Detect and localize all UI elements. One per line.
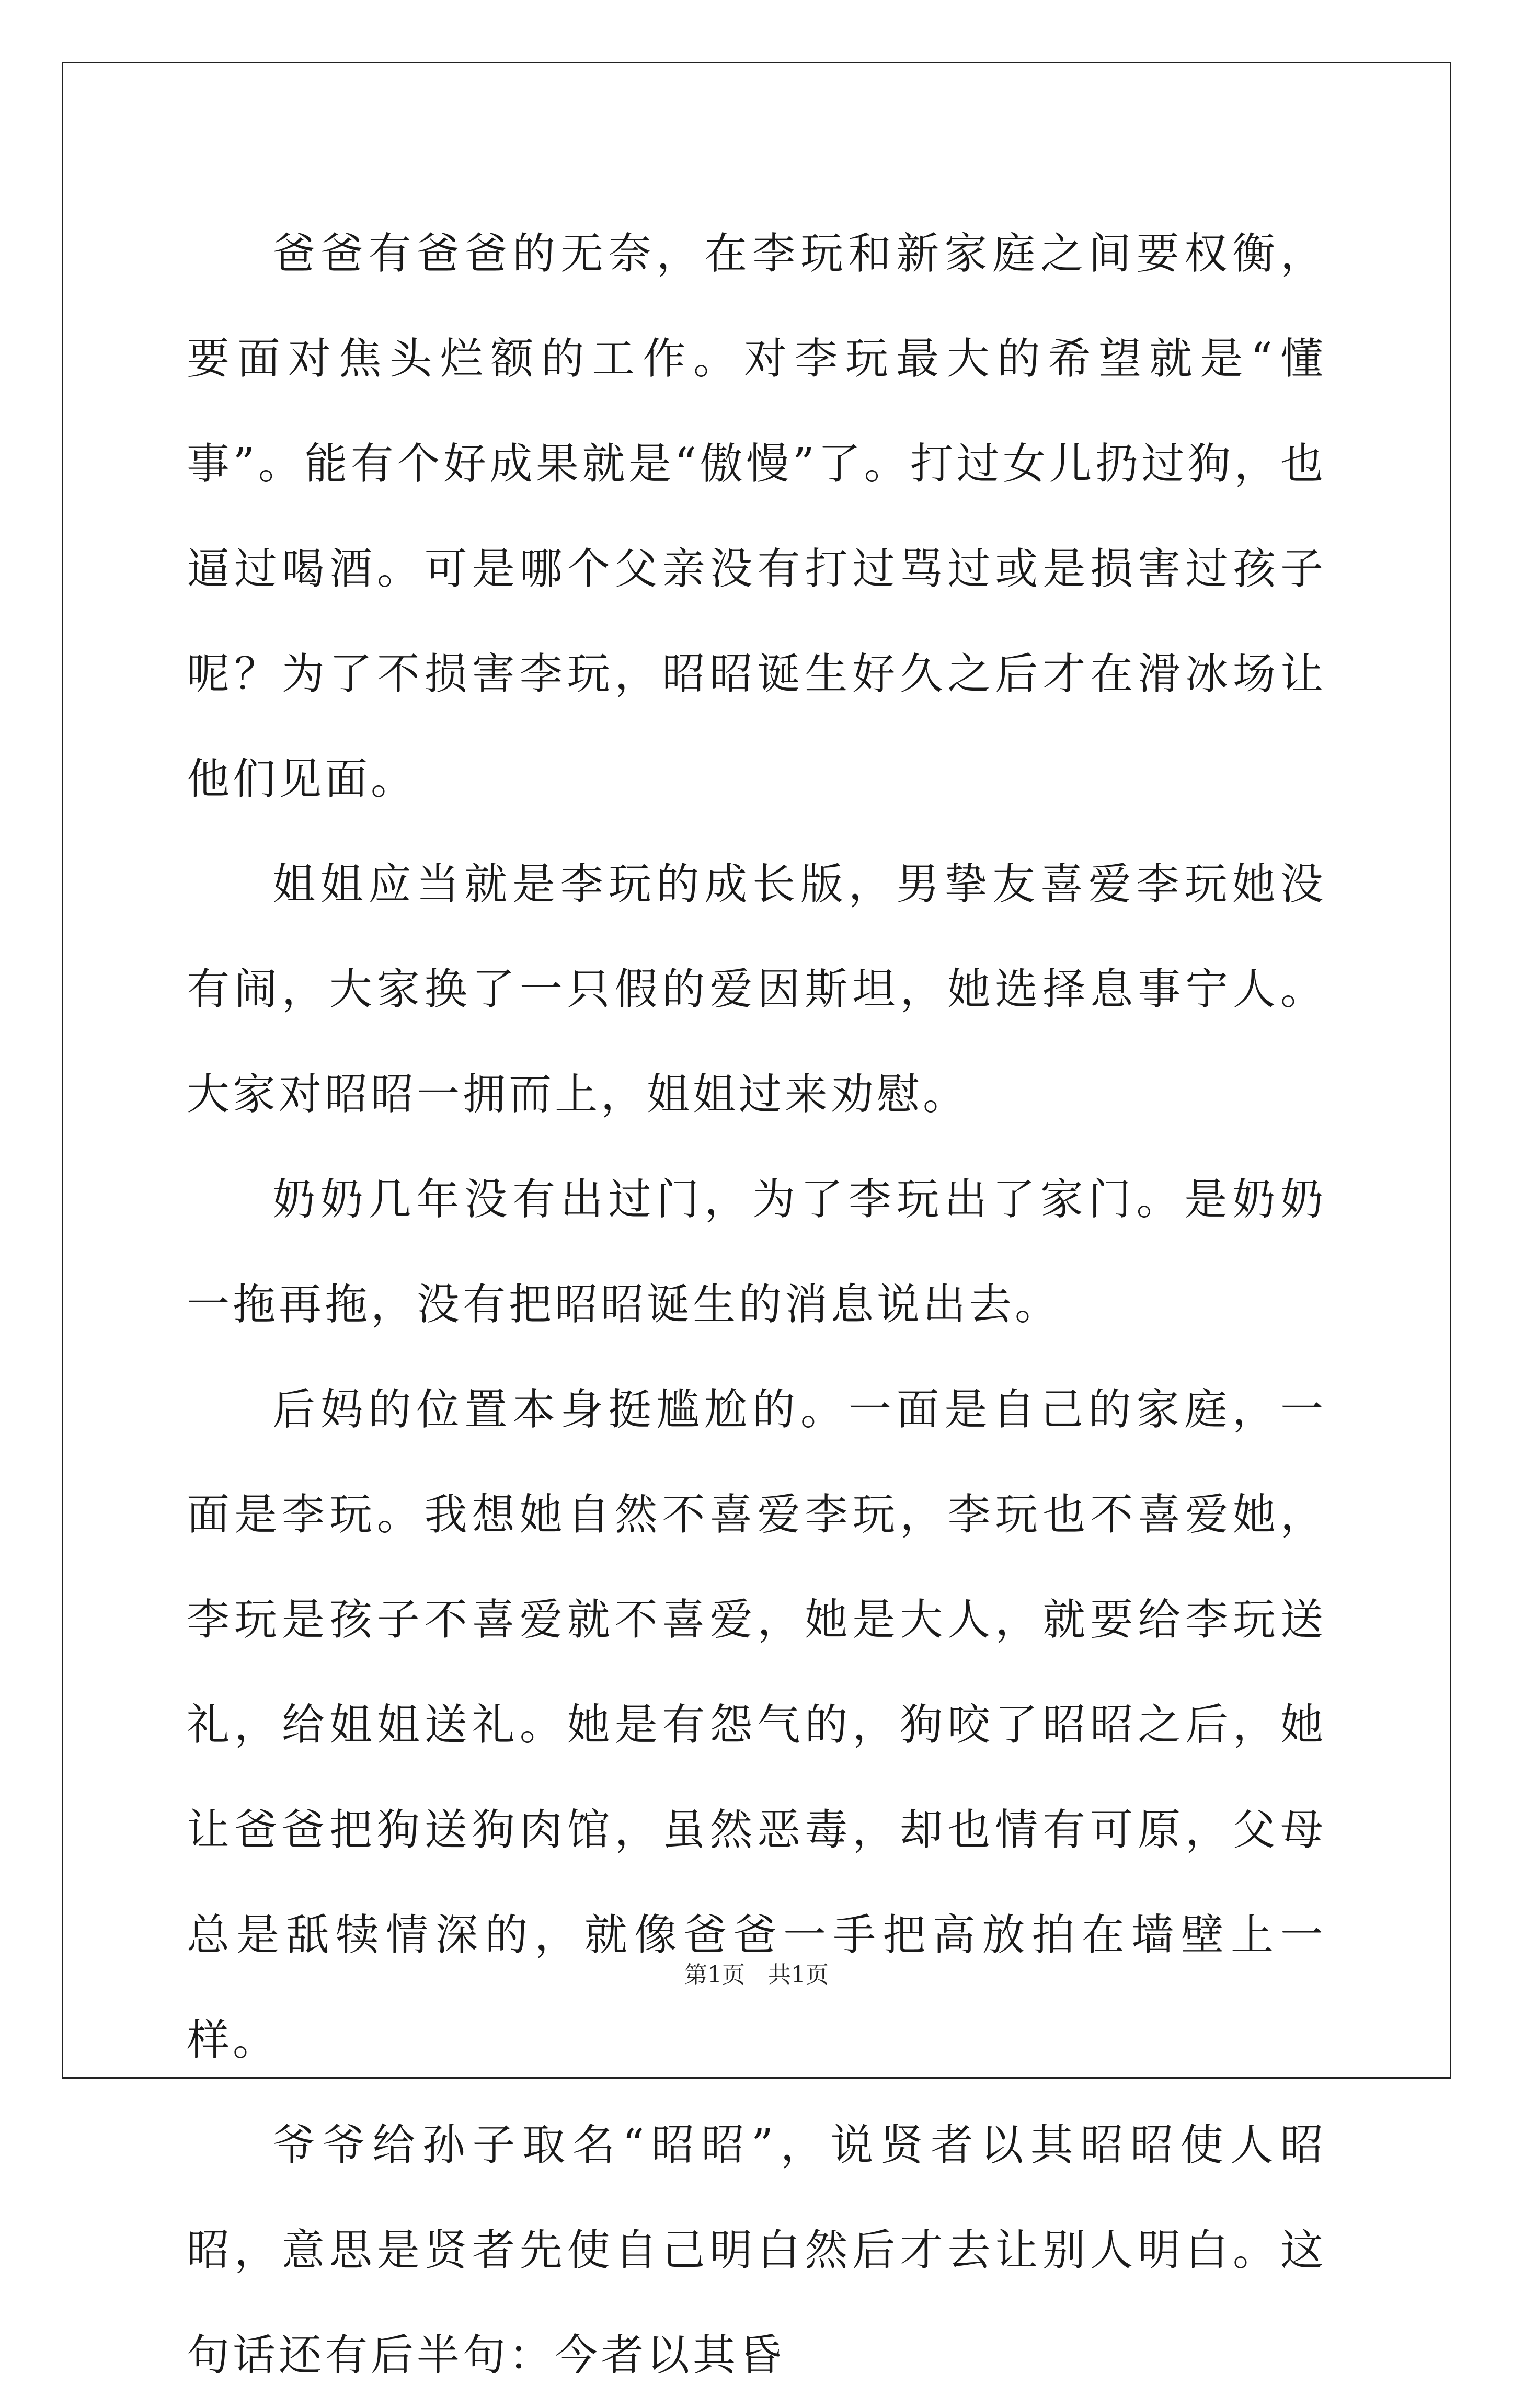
paragraph-5: 爷爷给孙子取名“昭昭”，说贤者以其昭昭使人昭昭，意思是贤者先使自己明白然后才去让别人明白。这句话还有后半句：今者以其昏 [187,2120,1326,2380]
paragraph-1: 爸爸有爸爸的无奈，在李玩和新家庭之间要权衡，要面对焦头烂额的工作。对李玩最大的希望就是“懂事”。能有个好成果就是“傲慢”了。打过女儿扔过狗，也逼过喝酒。可是哪个父亲没有打过骂过或是损害过孩子呢？为了不损害李玩，昭昭诞生好久之后才在滑冰场让他们见面。 [187,229,1326,804]
document-body [187,201,1326,2408]
paragraph-2: 姐姐应当就是李玩的成长版，男挚友喜爱李玩她没有闹，大家换了一只假的爱因斯坦，她选择息事宁人。大家对昭昭一拥而上，姐姐过来劝慰。 [187,859,1326,1119]
page-footer [0,1959,1513,1991]
paragraph-4: 后妈的位置本身挺尴尬的。一面是自己的家庭，一面是李玩。我想她自然不喜爱李玩，李玩也不喜爱她，李玩是孩子不喜爱就不喜爱，她是大人，就要给李玩送礼，给姐姐送礼。她是有怨气的，狗咬了昭昭之后，她让爸爸把狗送狗肉馆，虽然恶毒，却也情有可原，父母总是舐犊情深的，就像爸爸一手把高放拍在墙壁上一样。 [187,1385,1326,2065]
paragraph-3: 奶奶几年没有出过门，为了李玩出了家门。是奶奶一拖再拖，没有把昭昭诞生的消息说出去。 [187,1175,1326,1329]
page-number-label: 第1页 共1页 [684,1962,829,1988]
